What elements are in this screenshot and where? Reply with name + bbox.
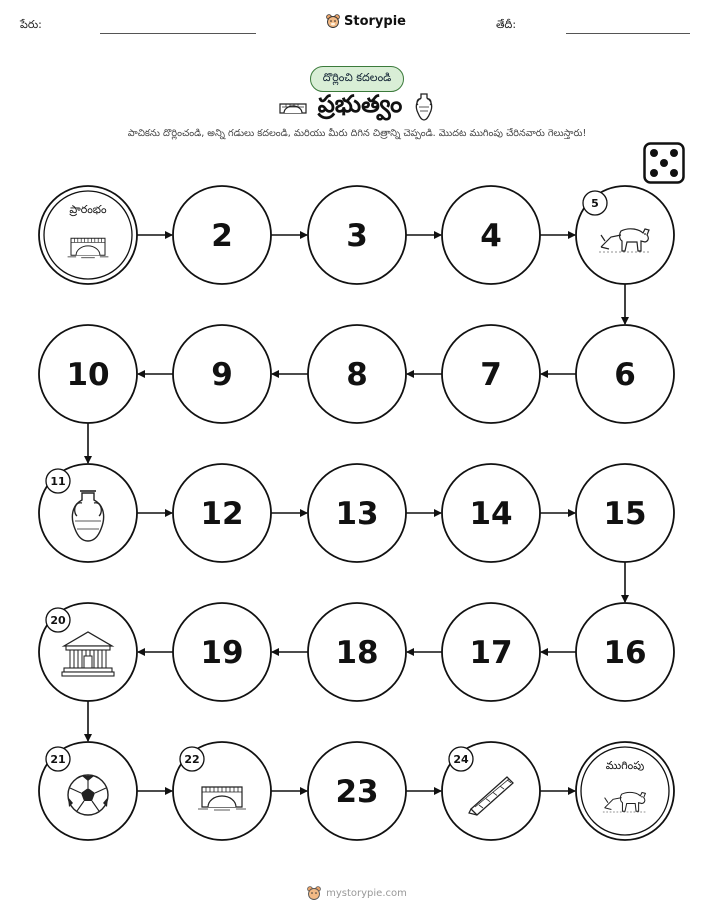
board-space-5[interactable] — [576, 186, 674, 284]
board-space-16[interactable] — [576, 603, 674, 701]
board-space-22[interactable] — [173, 742, 271, 840]
space-number: 10 — [66, 357, 110, 393]
board-space-24[interactable] — [442, 742, 540, 840]
board-space-8[interactable] — [308, 325, 406, 423]
soccer-ball-icon — [68, 775, 108, 815]
board-space-23[interactable] — [308, 742, 406, 840]
board-space-21[interactable] — [39, 742, 137, 840]
board-space-10[interactable] — [39, 325, 137, 423]
page-title: ప్రభుత్వం — [317, 90, 403, 118]
board-space-18[interactable] — [308, 603, 406, 701]
space-number-badge: 22 — [184, 753, 200, 766]
board-space-20[interactable] — [39, 603, 137, 701]
space-number: 6 — [614, 357, 636, 393]
space-number: 23 — [335, 774, 379, 810]
board-space-4[interactable] — [442, 186, 540, 284]
space-number: 4 — [480, 218, 502, 254]
board-space-19[interactable] — [173, 603, 271, 701]
space-number: 9 — [211, 357, 233, 393]
space-number: 19 — [200, 635, 244, 671]
instructions-text: పాచికను దొర్లించండి, అన్ని గడులు కదలండి, మరియు మీరు దిగిన చిత్రాన్ని చెప్పండి. మొదట ముగింపు చేరినవారు గెలుస్తారు! — [127, 128, 587, 139]
space-number-badge: 11 — [50, 475, 66, 488]
board-space-7[interactable] — [442, 325, 540, 423]
finish-space[interactable] — [576, 742, 674, 840]
space-number: 12 — [200, 496, 244, 532]
space-number: 13 — [335, 496, 379, 532]
space-number: 18 — [335, 635, 379, 671]
date-label: తేదీ: — [496, 18, 517, 31]
game-type-badge: దొర్లించి కదలండి — [310, 66, 405, 92]
board-space-13[interactable] — [308, 464, 406, 562]
space-number: 2 — [211, 218, 233, 254]
board-space-2[interactable] — [173, 186, 271, 284]
finish-label: ముగింపు — [605, 759, 645, 772]
space-number: 15 — [603, 496, 647, 532]
space-number: 3 — [346, 218, 368, 254]
board-space-15[interactable] — [576, 464, 674, 562]
board-space-9[interactable] — [173, 325, 271, 423]
space-number-badge: 21 — [50, 753, 66, 766]
footer-url[interactable]: mystorypie.com — [326, 888, 407, 899]
bridge-icon — [198, 787, 246, 810]
start-space[interactable] — [39, 186, 137, 284]
space-number-badge: 20 — [50, 614, 66, 627]
board-space-12[interactable] — [173, 464, 271, 562]
start-label: ప్రారంభం — [69, 203, 107, 216]
board-space-14[interactable] — [442, 464, 540, 562]
board-space-11[interactable] — [39, 464, 137, 562]
bridge-icon — [68, 238, 109, 258]
board-space-17[interactable] — [442, 603, 540, 701]
space-number: 16 — [603, 635, 647, 671]
space-number-badge: 24 — [453, 753, 469, 766]
name-label: పేరు: — [20, 18, 42, 31]
board-space-6[interactable] — [576, 325, 674, 423]
space-number: 14 — [469, 496, 513, 532]
footer — [307, 886, 407, 901]
board-space-3[interactable] — [308, 186, 406, 284]
space-number: 7 — [480, 357, 502, 393]
space-number-badge: 5 — [591, 197, 599, 210]
space-number: 17 — [469, 635, 513, 671]
bear-icon — [307, 886, 321, 901]
brand-name: Storypie — [344, 14, 406, 29]
space-number: 8 — [346, 357, 368, 393]
